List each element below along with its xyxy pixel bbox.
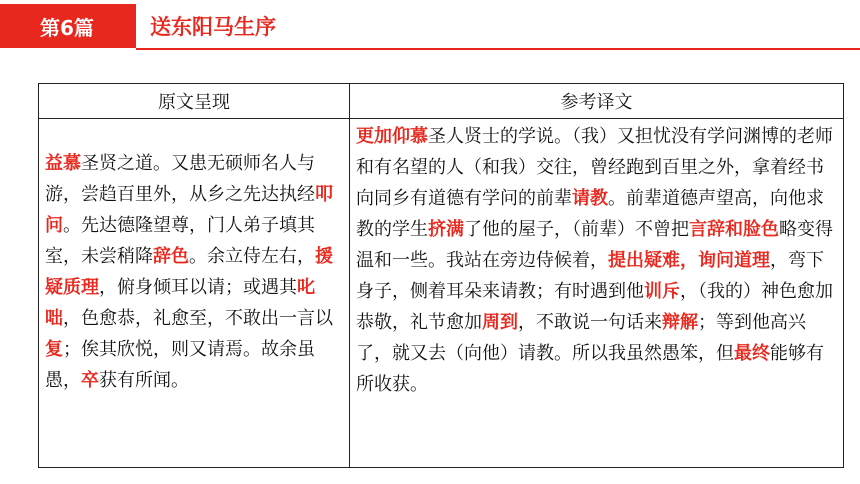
highlighted-term: 最终 [734, 343, 770, 364]
highlighted-term: 辩解 [662, 312, 698, 333]
text-segment: 能够有所收获。 [356, 343, 824, 395]
text-segment: ；俟其欣悦，则又请焉。故余虽愚， [45, 339, 315, 391]
text-segment: ，俯身倾耳以请；或遇其 [99, 277, 297, 298]
text-segment: 略变得温和一些。我站在旁边侍候着， [356, 219, 833, 271]
highlighted-term: 训斥 [644, 281, 680, 302]
highlighted-term: 叩问 [45, 184, 333, 236]
highlighted-term: 益慕 [45, 153, 81, 174]
text-segment: 。前辈道德声望高，向他求教的学生 [356, 188, 824, 240]
text-segment: ，（我的）神色愈加恭敬，礼节愈加 [356, 281, 833, 333]
highlighted-term: 辞色 [153, 246, 189, 267]
highlighted-term: 复 [45, 339, 63, 360]
translation-header: 参考译文 [350, 84, 844, 119]
highlighted-term: 挤满 [428, 219, 464, 240]
chapter-badge: 第6篇 [0, 4, 136, 48]
highlighted-term: 援疑质理 [45, 246, 333, 298]
translation-cell [350, 119, 844, 468]
header-bar [0, 0, 860, 52]
text-segment: ；等到他高兴了，就又去（向他）请教。所以我虽然愚笨，但 [356, 312, 806, 364]
highlighted-term: 请教 [572, 188, 608, 209]
table-row [39, 119, 844, 468]
text-segment: ，色愈恭，礼愈至，不敢出一言以 [63, 308, 333, 329]
text-segment: 。先达德隆望尊，门人弟子填其室，未尝稍降 [45, 215, 315, 267]
highlighted-term: 周到 [482, 312, 518, 333]
text-segment: 。余立侍左右， [189, 246, 315, 267]
table-header-row [39, 84, 844, 119]
comparison-table [38, 83, 844, 468]
text-segment: 获有所闻。 [99, 370, 189, 391]
highlighted-term: 卒 [81, 370, 99, 391]
highlighted-term: 提出疑难，询问道理 [608, 250, 770, 271]
text-segment: 圣人贤士的学说。（我）又担忧没有学问渊博的老师和有名望的人（和我）交往，曾经跑到百里之外，拿着经书向同乡有道德有学问的前辈 [356, 126, 833, 209]
text-segment: 了他的屋子，（前辈）不曾把 [464, 219, 689, 240]
original-text-cell [39, 119, 350, 468]
highlighted-term: 更加仰慕 [356, 126, 428, 147]
text-segment: ，弯下身子，侧着耳朵来请教；有时遇到他 [356, 250, 824, 302]
header-divider [136, 48, 860, 50]
highlighted-term: 言辞和脸色 [689, 219, 779, 240]
text-segment: ，不敢说一句话来 [518, 312, 662, 333]
page-title: 送东阳马生序 [150, 15, 276, 39]
highlighted-term: 叱咄 [45, 277, 315, 329]
text-segment: 圣贤之道。又患无硕师名人与游，尝趋百里外，从乡之先达执经 [45, 153, 315, 205]
original-text-header: 原文呈现 [39, 84, 350, 119]
